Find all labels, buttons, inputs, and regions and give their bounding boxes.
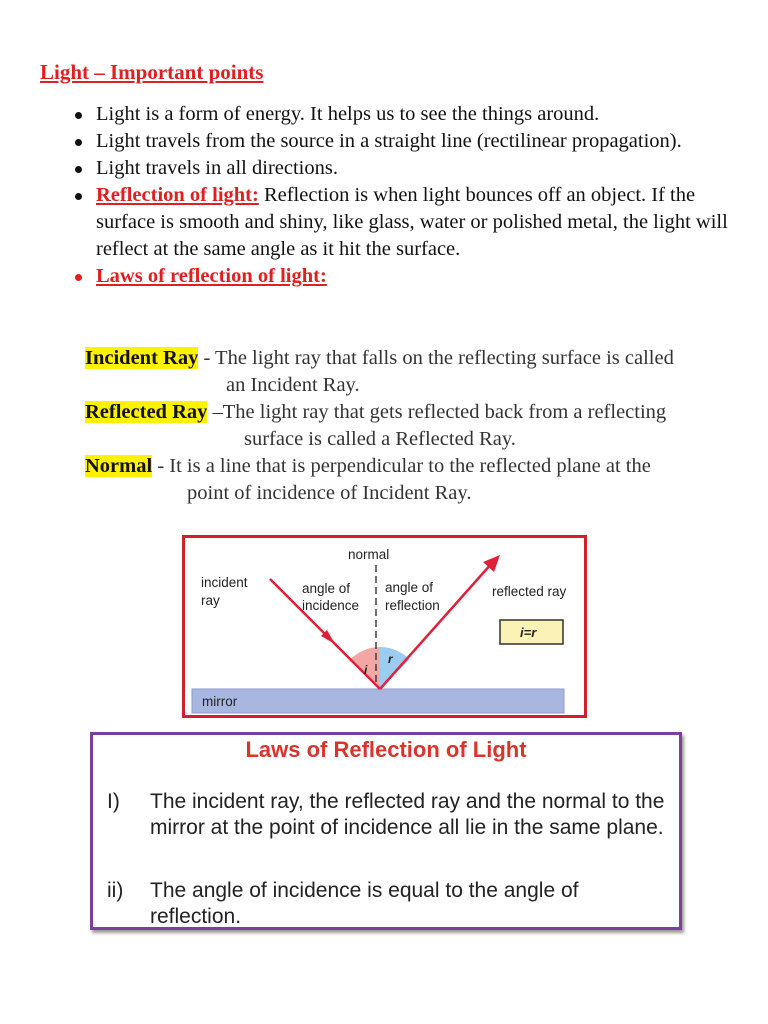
normal-text: - It is a line that is perpendicular to the reflected plane at the [152,455,651,477]
law-text: The angle of incidence is equal to the angle of reflection. [150,879,579,928]
list-item: Light travels from the source in a straight line (rectilinear propagation). [96,128,736,155]
reflected-term: Reflected Ray [85,401,208,423]
i-label: i [364,663,368,677]
incident-term: Incident Ray [85,347,199,369]
reflection-label: Reflection of light: [96,184,259,206]
important-points-list [96,101,736,290]
mirror-label: mirror [202,694,238,709]
equation-label: i=r [520,625,537,640]
laws-title: Laws of Reflection of Light [245,737,527,762]
angle-reflection-label: angle of [385,580,434,595]
reflection-text: Reflection is when light bounces off an object. If the surface is smooth and shiny, like glass, water or polished metal, the light will reflect at the same angle as it hit the surface. [96,184,728,260]
r-label: r [388,652,393,666]
reflected-definition [85,399,745,453]
laws-label: Laws of reflection of light: [96,265,327,287]
list-item [96,182,736,263]
list-item [96,263,736,290]
list-item: Light is a form of energy. It helps us to see the things around. [96,101,736,128]
law-number: I) [107,790,120,813]
angle-incidence-label-2: incidence [302,598,360,613]
laws-box [90,732,682,930]
incident-label: incident [201,575,248,590]
reflected-ray-label: reflected ray [492,584,567,599]
normal-text-cont: point of incidence of Incident Ray. [187,482,472,504]
angle-reflection-label-2: reflection [385,598,440,613]
incident-label-2: ray [201,593,220,608]
list-item: Light travels in all directions. [96,155,736,182]
definitions [85,345,745,507]
page-title: Light – Important points [40,60,264,84]
law-number: ii) [107,879,124,902]
normal-term: Normal [85,455,153,477]
reflected-text-cont: surface is called a Reflected Ray. [244,428,516,450]
mirror-surface [192,689,564,713]
angle-incidence-label: angle of [302,581,351,596]
law-text: The incident ray, the reflected ray and the normal to the mirror at the point of incidence all lie in the same plane. [150,790,665,839]
reflected-text: –The light ray that gets reflected back from a reflecting [207,401,667,423]
reflection-diagram [182,535,587,718]
incident-definition [85,345,745,399]
normal-label: normal [348,547,390,562]
normal-definition [85,453,745,507]
incident-text-cont: an Incident Ray. [226,374,360,396]
incident-text: - The light ray that falls on the reflecting surface is called [198,347,674,369]
